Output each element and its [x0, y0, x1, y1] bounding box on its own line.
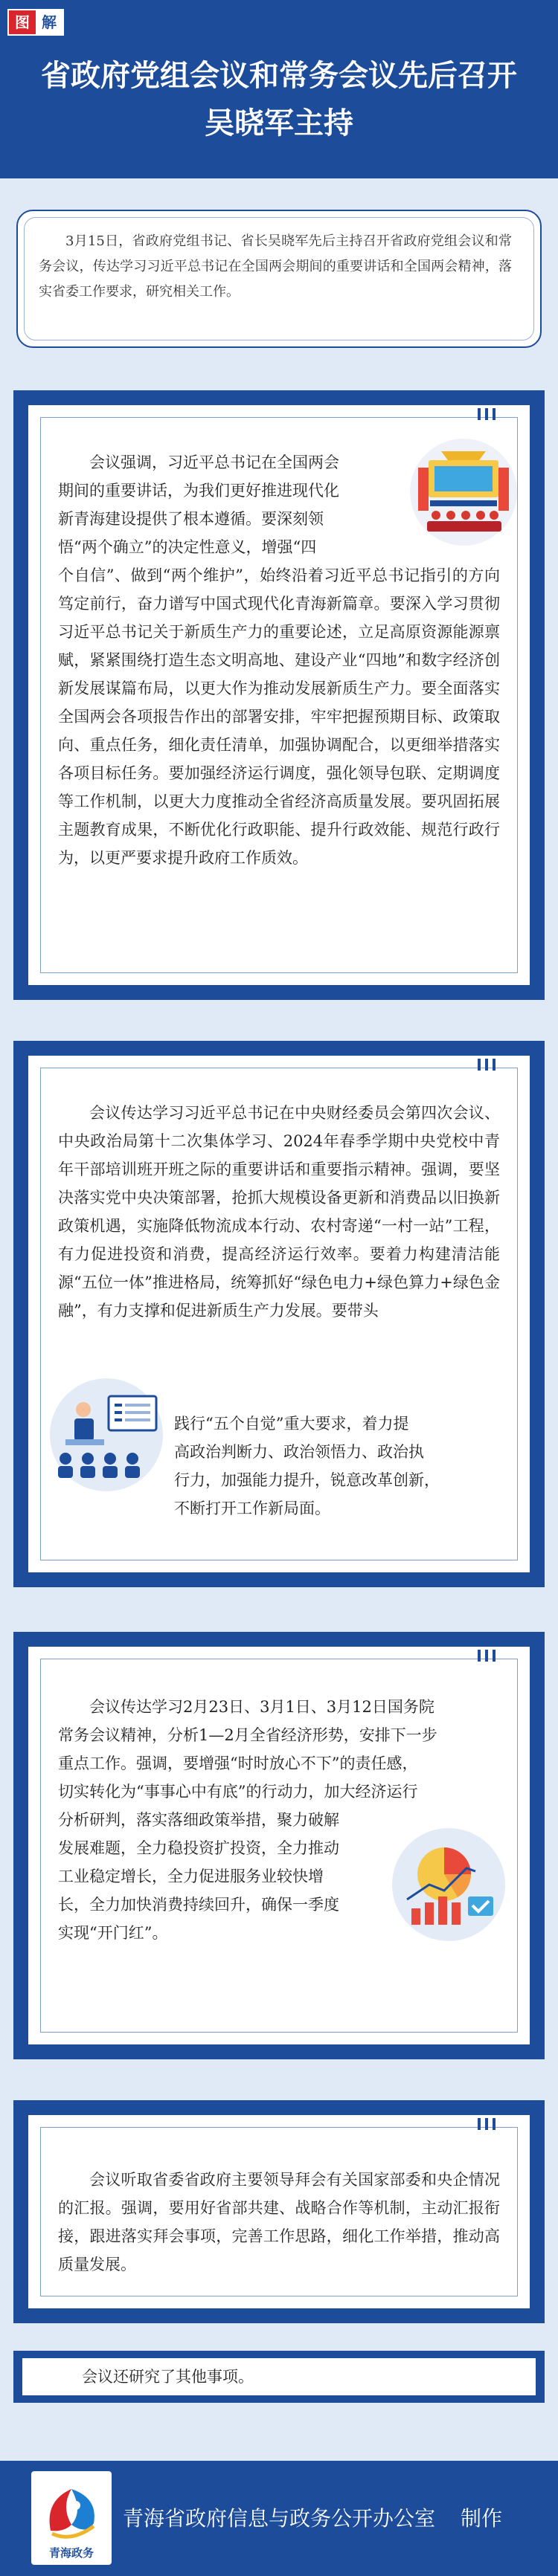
header-banner — [0, 0, 558, 178]
section-1 — [13, 390, 545, 1000]
tag-left: 图 — [9, 10, 36, 34]
title-line-1: 省政府党组会议和常务会议先后召开 — [41, 59, 517, 93]
s1-body: 个自信”、做到“两个维护”，始终沿着习近平总书记指引的方向笃定前行，奋力谱写中国式现代化青海新篇章。要深入学习贯彻习近平总书记关于新质生产力的重要论述，立足高原资源能源禀赋，紧紧围绕打造生态文明高地、建设产业“四地”和数字经济创新发展谋篇布局，以更大作为推动发展新质生产力。要全面落实全国两会各项报告作出的部署安排，牢牢把握预期目标、政策取向、重点任务，细化责任清单，加强协调配合，以更细举措落实各项目标任务。要加强经济运行调度，强化领导包联、定期调度等工作机制，以更大力度推动全省经济高质量发展。要巩固拓展主题教育成果，不断优化行政职能、提升行政效能、规范行政行为，以更严要求提升政府工作质效。 — [58, 566, 500, 867]
title-line-2: 吴晓军主持 — [205, 106, 353, 141]
section-2 — [13, 1041, 545, 1587]
s3-line-9: 实现“开门红”。 — [58, 1924, 168, 1942]
closing-text: 会议还研究了其他事项。 — [82, 2368, 254, 2386]
page-title — [0, 52, 558, 147]
decorative-dots — [478, 1650, 496, 1662]
economy-chart-icon — [389, 1825, 508, 1944]
infographic-tag — [7, 9, 64, 36]
s2-body: 会议传达学习习近平总书记在中央财经委员会第四次会议、中央政治局第十二次集体学习、2024年春季学期中央党校中青年干部培训班开班之际的重要讲话和重要指示精神。强调，要坚决落实党中央决策部署，抢抓大规模设备更新和消费品以旧换新政策机遇，实施降低物流成本行动、农村寄递“一村一站”工程，有力促进投资和消费，提高经济运行效率。要着力构建清洁能源“五位一体”推进格局，统筹抓好“绿色电力+绿色算力+绿色金融”，有力支撑和促进新质生产力发展。要带头 — [58, 1104, 500, 1320]
s1-line-3: 新青海建设提供了根本遵循。要深刻领 — [58, 510, 324, 528]
s1-line-2: 期间的重要讲话，为我们更好推进现代化 — [58, 482, 339, 500]
s4-body: 会议听取省委省政府主要领导拜会有关国家部委和央企情况的汇报。强调，要用好省部共建、战略合作等机制，主动汇报衔接，跟进落实拜会事项，完善工作思路，细化工作举措，推动高质量发展。 — [58, 2171, 500, 2273]
s3-line-7: 工业稳定增长，全力促进服务业较快增 — [58, 1868, 324, 1885]
s3-line-8: 长，全力加快消费持续回升，确保一季度 — [58, 1896, 339, 1914]
footer-made: 制作 — [461, 2506, 503, 2531]
section-4 — [13, 2100, 545, 2323]
tag-right: 解 — [36, 10, 62, 34]
section-3 — [13, 1632, 545, 2059]
s2-line-1: 践行“五个自觉”重大要求，着力提 — [174, 1415, 409, 1433]
logo — [31, 2471, 112, 2565]
footer-credit — [123, 2502, 502, 2535]
intro-box — [16, 210, 542, 348]
footer-org: 青海省政府信息与政务公开办公室 — [123, 2506, 436, 2531]
decorative-dots — [478, 408, 496, 420]
s3-line-2: 常务会议精神，分析1—2月全省经济形势，安排下一步 — [58, 1726, 437, 1744]
s3-line-5: 分析研判，落实落细政策举措，聚力破解 — [58, 1811, 339, 1829]
s3-line-4: 切实转化为“事事心中有底”的行动力，加大经济运行 — [58, 1783, 418, 1801]
meeting-hall-icon — [408, 436, 519, 548]
s2-line-4: 不断打开工作新局面。 — [174, 1500, 330, 1517]
closing-box — [13, 2351, 545, 2403]
s2-line-2: 高政治判断力、政治领悟力、政治执 — [174, 1443, 424, 1461]
s1-line-4: 悟“两个确立”的决定性意义，增强“四 — [58, 538, 317, 556]
decorative-dots — [478, 1059, 496, 1071]
decorative-dots — [478, 2118, 496, 2130]
intro-text: 3月15日，省政府党组书记、省长吴晓军先后主持召开省政府党组会议和常务会议，传达学习习近平总书记在全国两会期间的重要讲话和全国两会精神，落实省委工作要求，研究相关工作。 — [39, 233, 512, 300]
s2-line-3: 行力，加强能力提升，锐意改革创新， — [174, 1471, 440, 1489]
s3-line-6: 发展难题，全力稳投资扩投资，全力推动 — [58, 1839, 339, 1857]
s1-line-1: 会议强调，习近平总书记在全国两会 — [89, 453, 339, 471]
s3-line-3: 重点工作。强调，要增强“时时放心不下”的责任感， — [58, 1755, 418, 1772]
footer — [0, 2461, 558, 2576]
qinghai-logo-icon — [42, 2479, 101, 2543]
logo-caption: 青海政务 — [48, 2546, 94, 2560]
s3-line-1: 会议传达学习2月23日、3月1日、3月12日国务院 — [89, 1698, 434, 1716]
classroom-icon — [43, 1375, 170, 1494]
